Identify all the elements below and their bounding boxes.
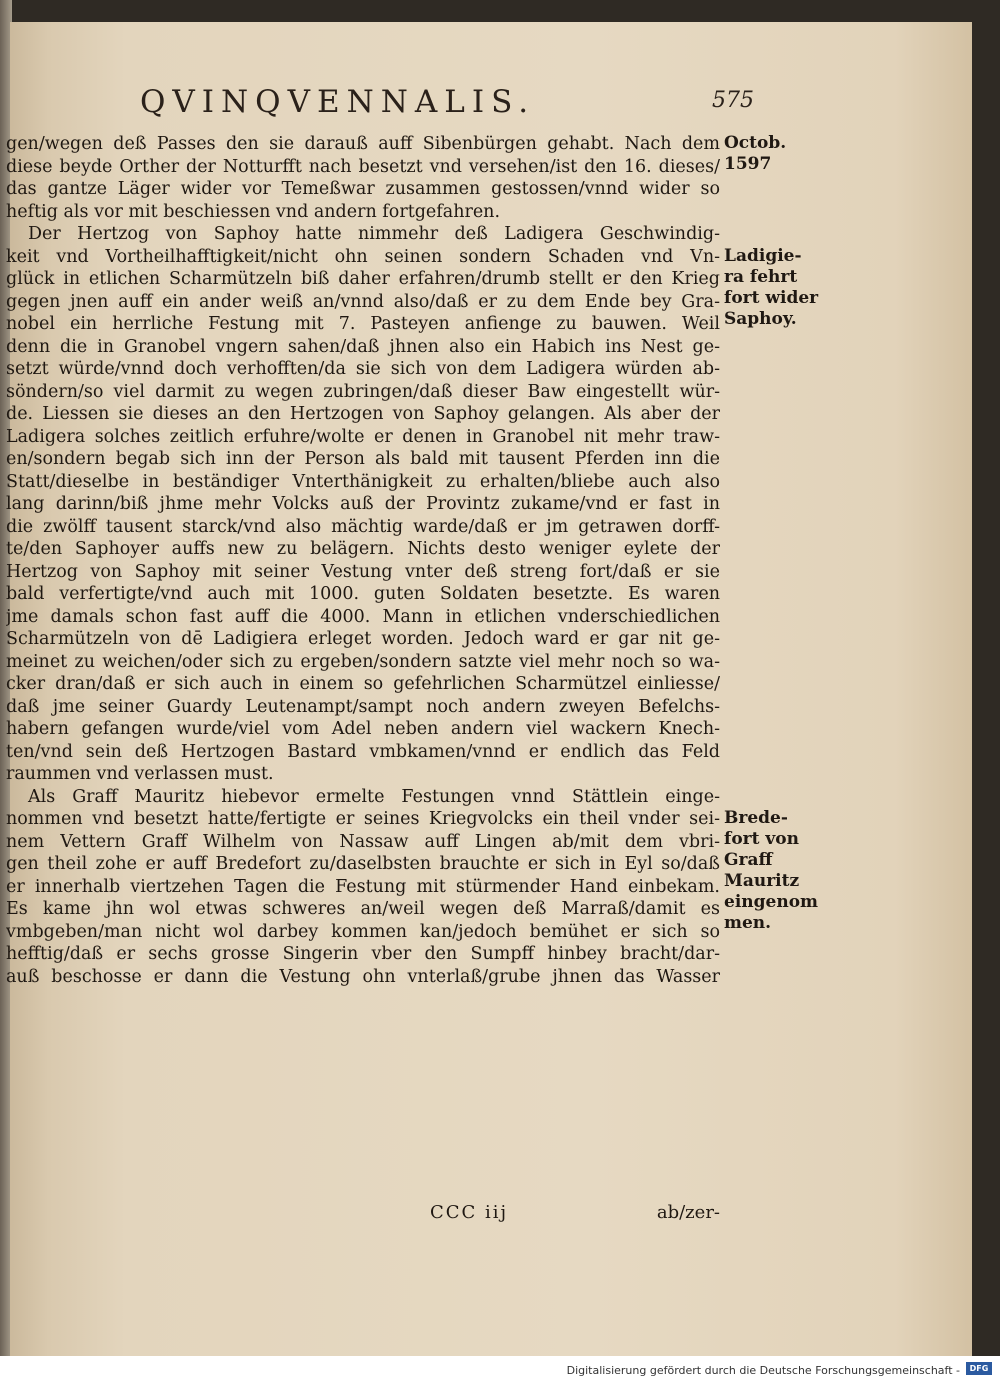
text-line: en/sondern begab sich inn der Person als bald mit tausent Pferden inn die xyxy=(6,449,720,469)
footer-credit: Digitalisierung gefördert durch die Deutsche Forschungsgemeinschaft - xyxy=(566,1364,960,1377)
page-number: 575 xyxy=(712,88,754,113)
margin-note-line: men. xyxy=(724,913,772,933)
text-line: meinet zu weichen/oder sich zu ergeben/sondern satzte viel mehr noch so wa- xyxy=(6,651,720,672)
margin-note-line: Mauritz xyxy=(724,871,800,891)
text-line: Scharmützeln von dē Ladigiera erleget worden. Jedoch ward er gar nit ge- xyxy=(6,629,720,649)
text-line: gen/wegen deß Passes den sie darauß auff Sibenbürgen gehabt. Nach dem xyxy=(6,134,720,154)
text-line: vmbgeben/man nicht wol darbey kommen kan/jedoch bemühet er sich so xyxy=(6,921,720,942)
text-line: de. Liessen sie dieses an den Hertzogen von Saphoy gelangen. Als aber der xyxy=(6,404,720,424)
margin-note-line: 1597 xyxy=(724,154,772,174)
text-line: setzt würde/vnnd doch verhofften/da sie sich von dem Ladigera würden ab- xyxy=(6,359,720,379)
text-line: Statt/dieselbe in beständiger Vnterthänigkeit zu erhalten/bliebe auch also xyxy=(6,471,720,492)
margin-note xyxy=(724,133,834,175)
text-line: nobel ein herrliche Festung mit 7. Pasteyen anfienge zu bauwen. Weil xyxy=(6,314,720,334)
text-line: söndern/so viel darmit zu wegen zubringen/daß dieser Baw eingestellt wür- xyxy=(6,381,720,402)
text-line: bald verfertigte/vnd auch mit 1000. guten Soldaten besetzte. Es waren xyxy=(6,584,720,604)
margin-note-line: fort von xyxy=(724,829,799,849)
text-line: auß beschosse er dann die Vestung ohn vnterlaß/grube jhnen das Wasser xyxy=(6,966,720,987)
text-line: cker dran/daß er sich auch in einem so gefehrlichen Scharmützel einliesse/ xyxy=(6,674,720,694)
margin-note xyxy=(724,246,834,330)
text-line: jme damals schon fast auff die 4000. Mann in etlichen vnderschiedlichen xyxy=(6,606,720,627)
text-line: hefftig/daß er sechs grosse Singerin vber den Sumpff hinbey bracht/dar- xyxy=(6,944,720,964)
margin-note-line: fort wider xyxy=(724,287,819,308)
text-line: Der Hertzog von Saphoy hatte nimmehr deß Ladigera Geschwindig- xyxy=(28,224,720,244)
dfg-logo-icon: DFG xyxy=(966,1362,992,1375)
text-line: er innerhalb viertzehen Tagen die Festung mit stürmender Hand einbekam. xyxy=(6,876,720,897)
text-line: Als Graff Mauritz hiebevor ermelte Festungen vnnd Stättlein einge- xyxy=(28,786,720,807)
text-line: daß jme seiner Guardy Leutenampt/sampt noch andern zweyen Befelchs- xyxy=(6,696,720,717)
text-line: Hertzog von Saphoy mit seiner Vestung vnter deß streng fort/daß er sie xyxy=(6,561,720,582)
footer-bar xyxy=(0,1356,1000,1382)
text-line: keit vnd Vortheilhafftigkeit/nicht ohn seinen sondern Schaden vnd Vn- xyxy=(6,246,720,267)
margin-note-line: Ladigie- xyxy=(724,245,802,266)
text-line: diese beyde Orther der Notturfft nach besetzt vnd versehen/ist den 16. dieses/ xyxy=(6,156,720,177)
margin-note-line: Saphoy. xyxy=(724,308,797,329)
text-line: raummen vnd verlassen must. xyxy=(6,764,274,784)
text-line: denn die in Granobel vngern sahen/daß jhnen also ein Habich ins Nest ge- xyxy=(6,336,720,357)
text-line: die zwölff tausent starck/vnd also mächtig warde/daß er jm getrawen dorff- xyxy=(6,516,720,537)
margin-note-line: Brede- xyxy=(724,808,788,828)
margin-note-line: Octob. xyxy=(724,133,787,153)
text-line: te/den Saphoyer auffs new zu belägern. Nichts desto weniger eylete der xyxy=(6,539,720,559)
text-line: ten/vnd sein deß Hertzogen Bastard vmbkamen/vnnd er endlich das Feld xyxy=(6,741,720,762)
text-line: lang darinn/biß jhme mehr Volcks auß der Provintz zukame/vnd er fast in xyxy=(6,494,720,514)
text-line: heftig als vor mit beschiessen vnd andern fortgefahren. xyxy=(6,201,501,222)
text-line: Es kame jhn wol etwas schweres an/weil wegen deß Marraß/damit es xyxy=(6,899,720,919)
margin-note-line: ra fehrt xyxy=(724,266,798,287)
text-line: glück in etlichen Scharmützeln biß daher erfahren/drumb stellt er den Krieg xyxy=(6,269,720,289)
text-line: habern gefangen wurde/viel vom Adel neben andern viel wackern Knech- xyxy=(6,719,720,739)
signature-mark: CCC iij xyxy=(430,1202,509,1223)
body-text xyxy=(6,133,720,988)
text-line: das gantze Läger wider vor Temeßwar zusammen gestossen/vnnd wider so xyxy=(6,179,720,199)
text-line: gegen jnen auff ein ander weiß an/vnnd also/daß er zu dem Ende bey Gra- xyxy=(6,291,720,312)
margin-note-line: Graff xyxy=(724,850,773,870)
text-line: Ladigera solches zeitlich erfuhre/wolte er denen in Granobel nit mehr traw- xyxy=(6,426,720,447)
catchword: ab/zer- xyxy=(656,1202,720,1223)
text-line: nommen vnd besetzt hatte/fertigte er seines Kriegvolcks ein theil vnder sei- xyxy=(6,809,720,829)
running-head: QVINQVENNALIS. xyxy=(140,84,536,120)
margin-note-line: eingenom xyxy=(724,892,819,912)
text-line: gen theil zohe er auff Bredefort zu/daselbsten brauchte er sich in Eyl so/daß xyxy=(6,854,720,874)
margin-note xyxy=(724,808,834,934)
catchline xyxy=(430,1202,720,1228)
text-line: nem Vettern Graff Wilhelm von Nassaw auff Lingen ab/mit dem vbri- xyxy=(6,831,720,852)
